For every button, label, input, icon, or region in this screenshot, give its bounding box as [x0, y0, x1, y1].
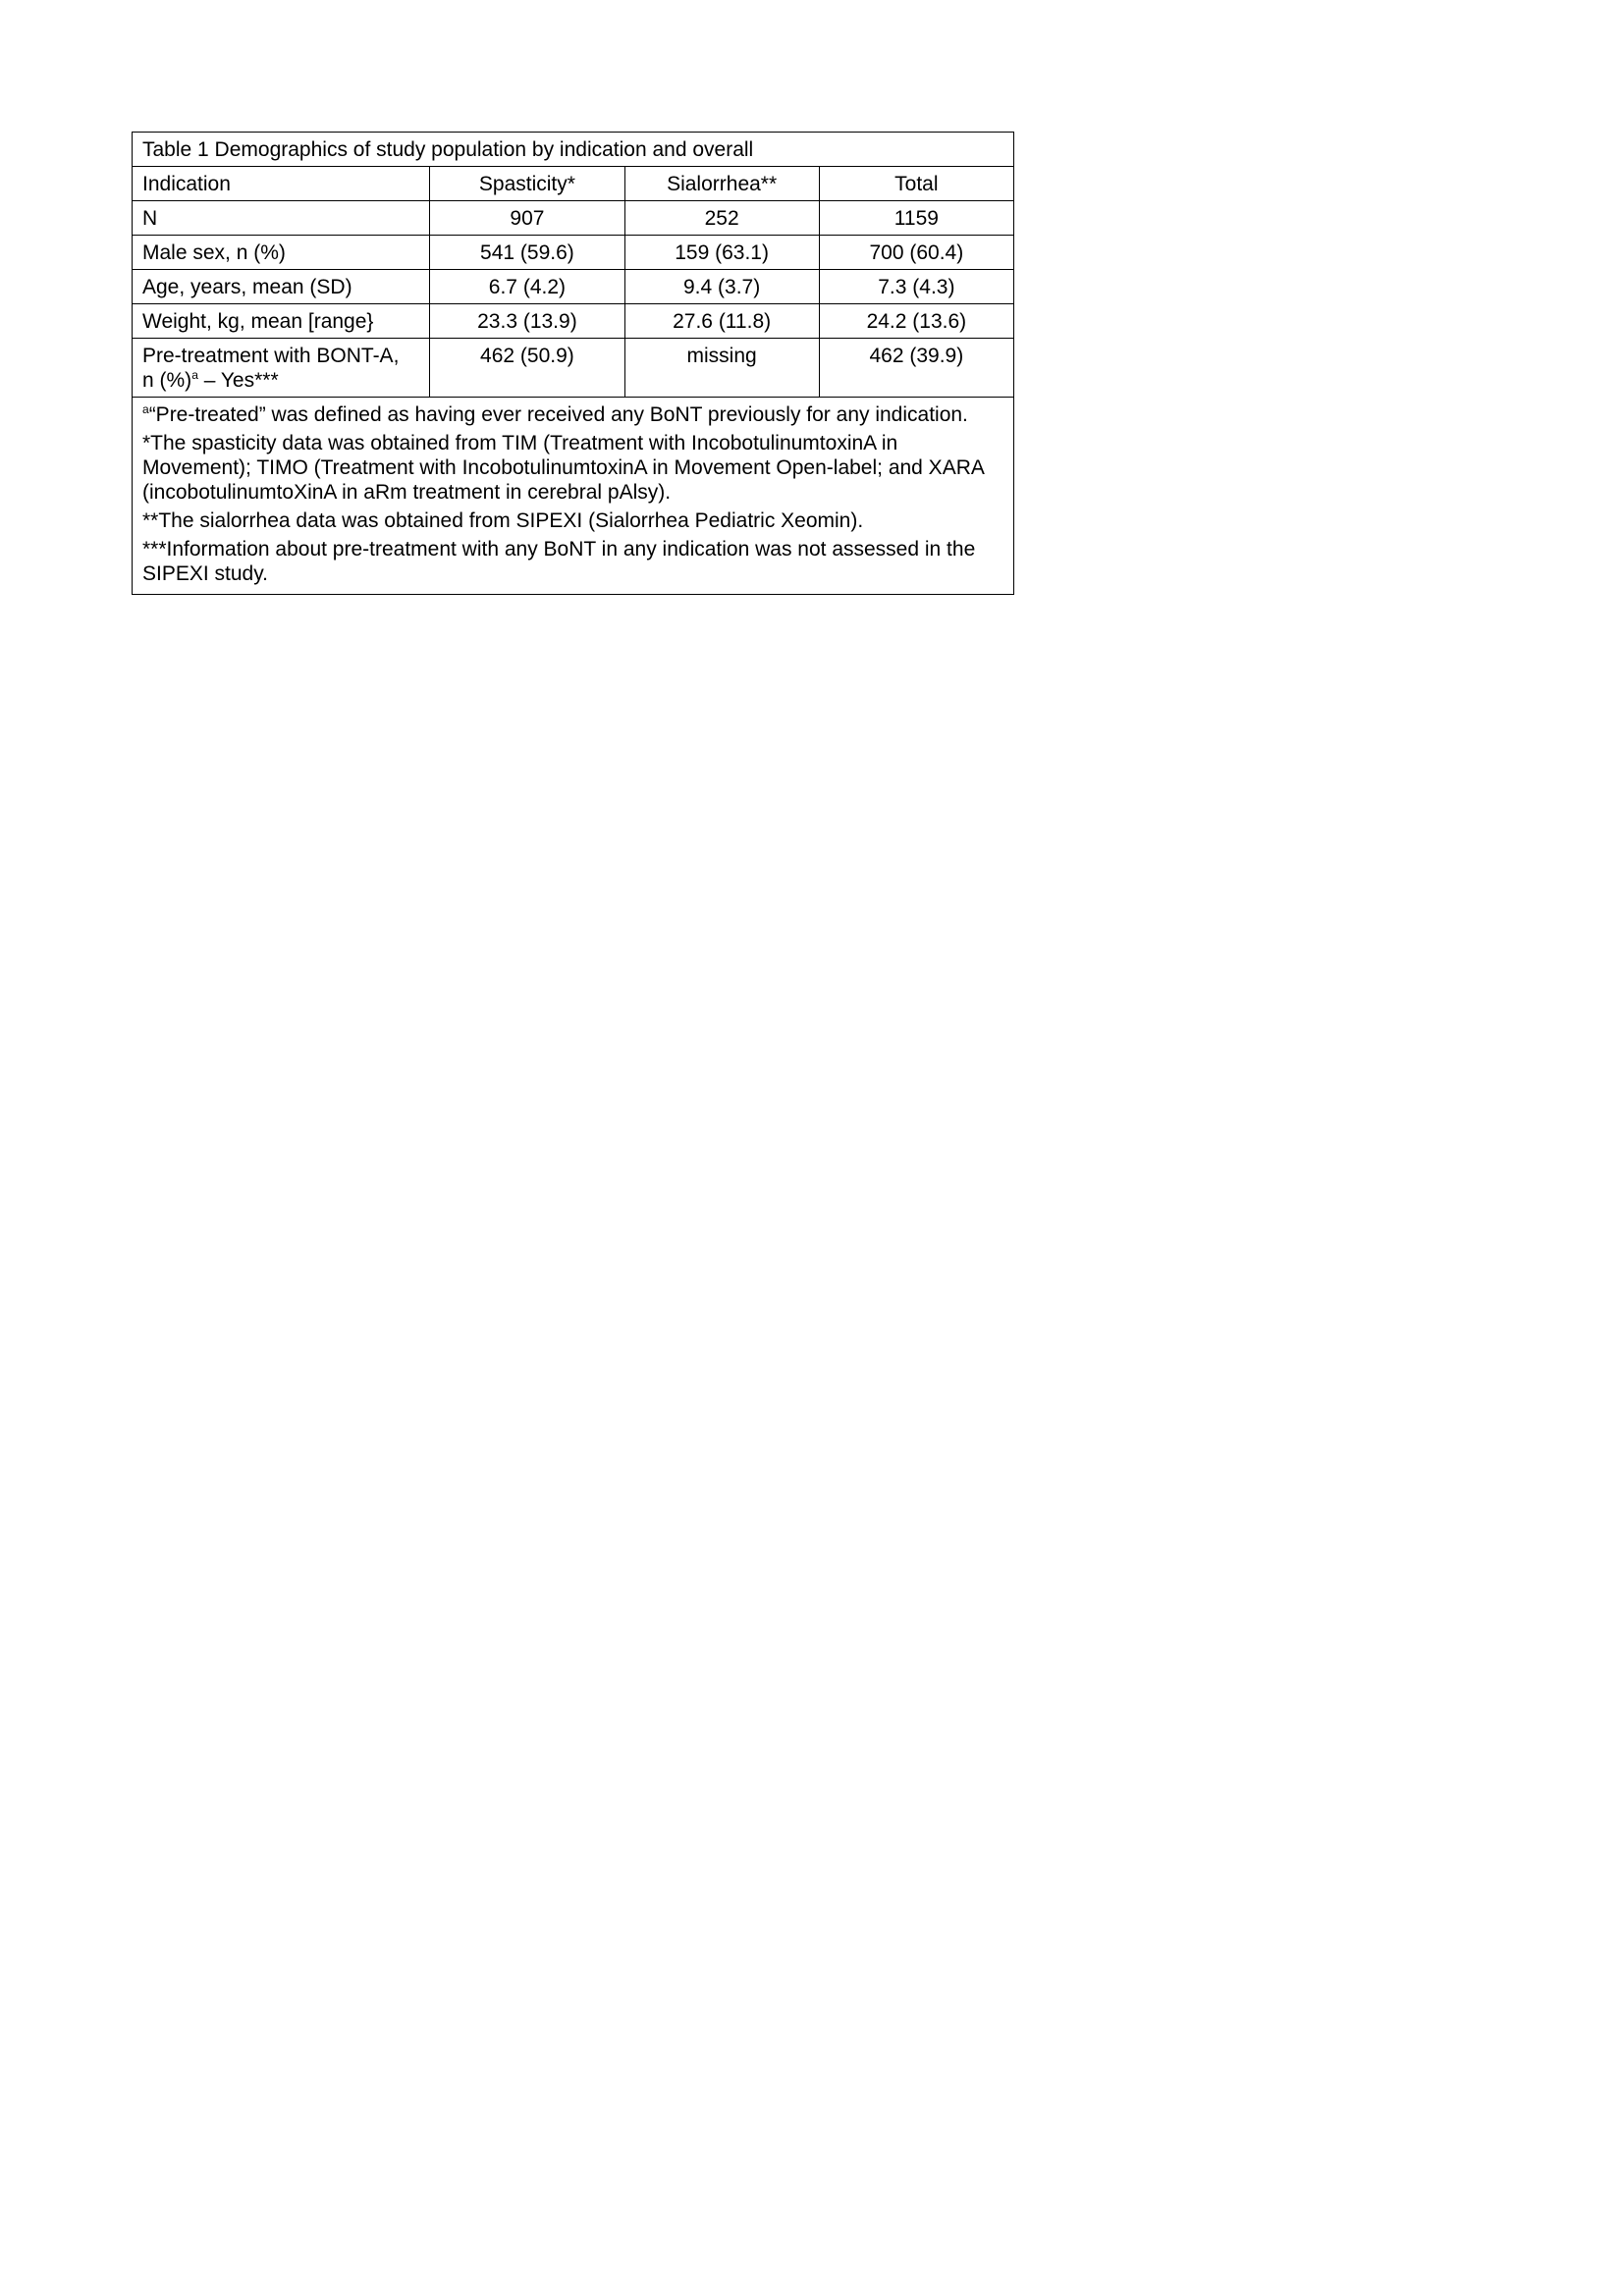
row-label: Age, years, mean (SD) — [133, 270, 430, 304]
row-label: Weight, kg, mean [range} — [133, 304, 430, 339]
footnote-sialorrhea: **The sialorrhea data was obtained from SIPEXI (Sialorrhea Pediatric Xeomin). — [142, 509, 864, 532]
header-indication: Indication — [133, 167, 430, 201]
table-row — [133, 304, 1014, 339]
table-notes-row — [133, 398, 1014, 595]
cell-sialorrhea: 159 (63.1) — [624, 236, 819, 270]
footnote-spasticity: *The spasticity data was obtained from TIM (Treatment with IncobotulinumtoxinA in Movement); TIMO (Treatment with IncobotulinumtoxinA in Movement Open-label; and XARA (incobotulinumtoXinA in aRm treatment in cerebral pAlsy). — [142, 432, 984, 504]
demographics-table — [132, 132, 1014, 595]
row-label-pretreatment — [133, 339, 430, 398]
cell-sialorrhea: 252 — [624, 201, 819, 236]
table-row — [133, 270, 1014, 304]
cell-sialorrhea: 27.6 (11.8) — [624, 304, 819, 339]
header-total: Total — [819, 167, 1013, 201]
cell-total: 7.3 (4.3) — [819, 270, 1013, 304]
cell-total: 24.2 (13.6) — [819, 304, 1013, 339]
cell-sialorrhea: missing — [624, 339, 819, 398]
row-label-line1: Pre-treatment with BONT-A, — [142, 345, 400, 367]
footnote-a-marker: a — [142, 402, 149, 416]
row-label: N — [133, 201, 430, 236]
cell-total: 1159 — [819, 201, 1013, 236]
table-row-pretreatment — [133, 339, 1014, 398]
table-caption: Table 1 Demographics of study population by indication and overall — [133, 133, 1014, 167]
table-row — [133, 236, 1014, 270]
table-caption-row — [133, 133, 1014, 167]
header-sialorrhea: Sialorrhea** — [624, 167, 819, 201]
row-label: Male sex, n (%) — [133, 236, 430, 270]
cell-sialorrhea: 9.4 (3.7) — [624, 270, 819, 304]
cell-spasticity: 462 (50.9) — [430, 339, 624, 398]
row-label-line2-pre: n (%) — [142, 369, 192, 392]
document-page — [0, 0, 1080, 1527]
table-notes — [133, 398, 1014, 595]
cell-total: 700 (60.4) — [819, 236, 1013, 270]
cell-spasticity: 541 (59.6) — [430, 236, 624, 270]
row-label-line2-post: – Yes*** — [197, 369, 279, 392]
table-row — [133, 201, 1014, 236]
cell-spasticity: 23.3 (13.9) — [430, 304, 624, 339]
cell-spasticity: 6.7 (4.2) — [430, 270, 624, 304]
footnote-pretreatment: ***Information about pre-treatment with any BoNT in any indication was not assessed in the SIPEXI study. — [142, 538, 976, 585]
cell-spasticity: 907 — [430, 201, 624, 236]
footnote-a — [142, 402, 1003, 427]
header-spasticity: Spasticity* — [430, 167, 624, 201]
cell-total: 462 (39.9) — [819, 339, 1013, 398]
footnote-marker-a: a — [191, 368, 198, 382]
footnote-a-text: “Pre-treated” was defined as having ever received any BoNT previously for any indication. — [148, 403, 968, 426]
table-header-row — [133, 167, 1014, 201]
